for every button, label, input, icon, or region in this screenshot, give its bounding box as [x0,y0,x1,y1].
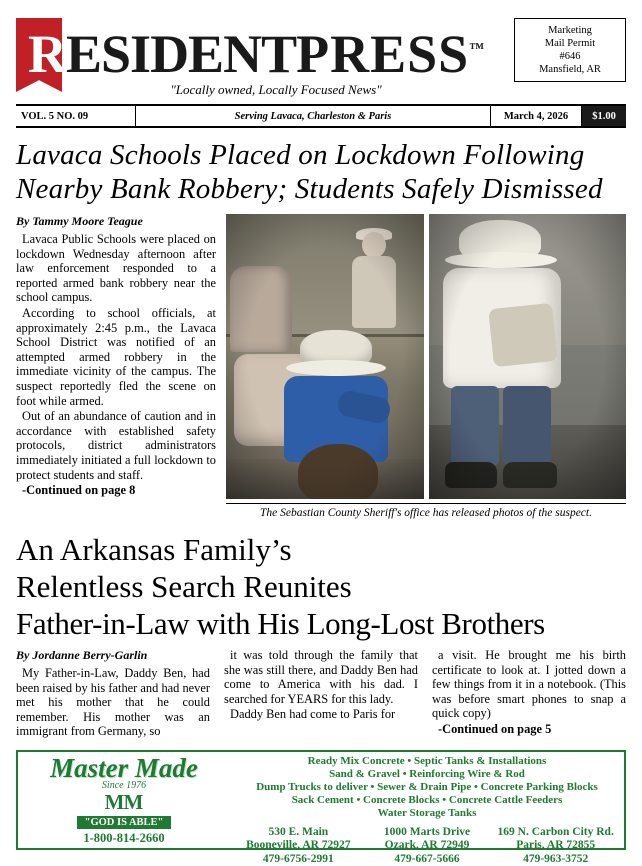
lead-headline-line-1: Lavaca Schools Placed on Lockdown Following [16,139,585,171]
permit-line-2: Mail Permit [544,38,596,49]
second-story-column-3 [432,648,626,740]
ad-location-3-city: Paris, AR 72855 [516,839,596,852]
advertisement[interactable] [16,750,626,865]
ad-slogan: "GOD IS ABLE" [77,816,172,829]
ad-service-line-2: Sand & Gravel • Reinforcing Wire & Rod [329,767,525,780]
photo-2-vignette [429,214,626,499]
ad-services-list [234,755,620,820]
ad-service-line-5: Water Storage Tanks [377,806,477,819]
second-story-body-2 [224,648,418,722]
ad-location-2 [363,826,492,866]
lead-paragraph-2: According to school officials, at approximately 2:45 p.m., the Lavaca School District was notified of an attempted armed robbery in the immediate vicinity of the campus. The suspect reportedly fled the scene on foot while armed. [16,305,216,408]
lead-story-byline: By Tammy Moore Teague [16,214,143,228]
second-story [16,648,626,740]
second-col3-paragraph-1: a visit. He brought me his birth certificate to look at. I jotted down a few things from it in a notebook. (This was before smart phones to snap a quick copy) [432,648,626,721]
masthead-banner [16,18,506,84]
photo-2-scene [429,214,626,499]
second-story-byline: By Jordanne Berry-Garlin [16,648,148,662]
lead-story [16,214,626,519]
publication-title [16,18,506,85]
ad-service-line-4: Sack Cement • Concrete Blocks • Concrete Cattle Feeders [291,793,563,806]
permit-line-1: Marketing [548,25,592,36]
lead-photo-block [226,214,626,519]
ad-details-block [230,752,624,865]
issue-date: March 4, 2026 [490,106,582,126]
second-headline-line-1: An Arkansas Family’s [16,532,292,567]
second-col1-paragraph-1: My Father-in-Law, Daddy Ben, had been raised by his father and had never met his mother that he could remember. His mother was an immigrant from Germany, so [16,666,210,739]
second-col2-paragraph-2: Daddy Ben had come to Paris for [230,707,396,722]
ad-monogram-icon: MM [104,789,144,814]
second-story-column-2 [224,648,418,740]
lead-headline [16,138,626,206]
second-col2-paragraph-1: it was told through the family that she was still there, and Daddy Ben had come to America with his dad. I searched for YEARS for this lady. [224,648,418,706]
surveillance-photos [226,214,626,499]
surveillance-photo-1 [226,214,424,499]
lead-story-continued: -Continued on page 8 [22,483,136,498]
lead-paragraph-3: Out of an abundance of caution and in accordance with established safety protocols, district administrators immediately initiated a full lockdown to protect students and staff. [16,409,216,482]
surveillance-photo-2 [429,214,626,499]
title-initial: R [28,24,66,84]
ad-service-line-1: Ready Mix Concrete • Septic Tanks & Installations [307,754,547,767]
ad-location-3-street: 169 N. Carbon City Rd. [497,825,614,838]
volume-number: VOL. 5 NO. 09 [16,106,136,126]
second-story-column-1 [16,648,210,740]
ad-location-3-phone[interactable]: 479-963-3752 [523,852,589,865]
ad-service-line-3: Dump Trucks to deliver • Sewer & Drain Pipe • Concrete Parking Blocks [256,780,598,793]
lead-story-body [16,232,216,498]
second-story-continued: -Continued on page 5 [438,721,552,736]
title-second-word: PRESS [296,24,470,84]
lead-story-column [16,214,216,519]
photo-1-vignette [226,214,424,499]
second-story-body-3 [432,648,626,737]
permit-line-4: Mansfield, AR [539,64,601,75]
ad-main-phone[interactable]: 1-800-814-2660 [83,830,165,845]
masthead-title-block [16,18,514,98]
second-headline-line-3: Father-in-Law with His Long-Lost Brothers [16,606,545,641]
second-headline [16,531,626,642]
ad-location-2-city: Ozark, AR 72949 [384,839,470,852]
photo-1-scene [226,214,424,499]
serving-area: Serving Lavaca, Charleston & Paris [234,110,392,122]
issue-price: $1.00 [582,106,626,126]
ad-location-1-street: 530 E. Main [268,825,329,838]
ad-location-1-city: Booneville, AR 72927 [246,839,351,852]
second-headline-line-2: Relentless Search Reunites [16,569,352,604]
lead-paragraph-1: Lavaca Public Schools were placed on lockdown Wednesday afternoon after law enforcement responded to a reported armed bank robbery near the school campus. [16,232,216,305]
ad-location-1-phone[interactable]: 479-6756-2991 [262,852,334,865]
mail-permit-box [514,18,626,82]
issue-info-bar [16,104,626,128]
permit-line-3: #646 [559,51,581,62]
photo-caption: The Sebastian County Sheriff's office has released photos of the suspect. [226,503,626,519]
ad-location-1 [234,826,363,866]
lead-headline-line-2: Nearby Bank Robbery; Students Safely Dismissed [16,173,603,205]
ad-locations [234,826,620,866]
title-rest: ESIDENT [66,24,297,84]
trademark-symbol: ™ [469,41,484,57]
ad-brand-block [18,752,230,848]
masthead [16,18,626,98]
ad-logo-text: Master Made [50,752,198,783]
second-story-body-1 [16,666,210,739]
ad-location-2-phone[interactable]: 479-667-5666 [394,852,460,865]
ad-location-2-street: 1000 Marts Drive [383,825,471,838]
ad-since-text: Since 1976 [101,779,147,791]
masthead-tagline: "Locally owned, Locally Focused News" [170,82,382,97]
ad-location-3 [491,826,620,866]
